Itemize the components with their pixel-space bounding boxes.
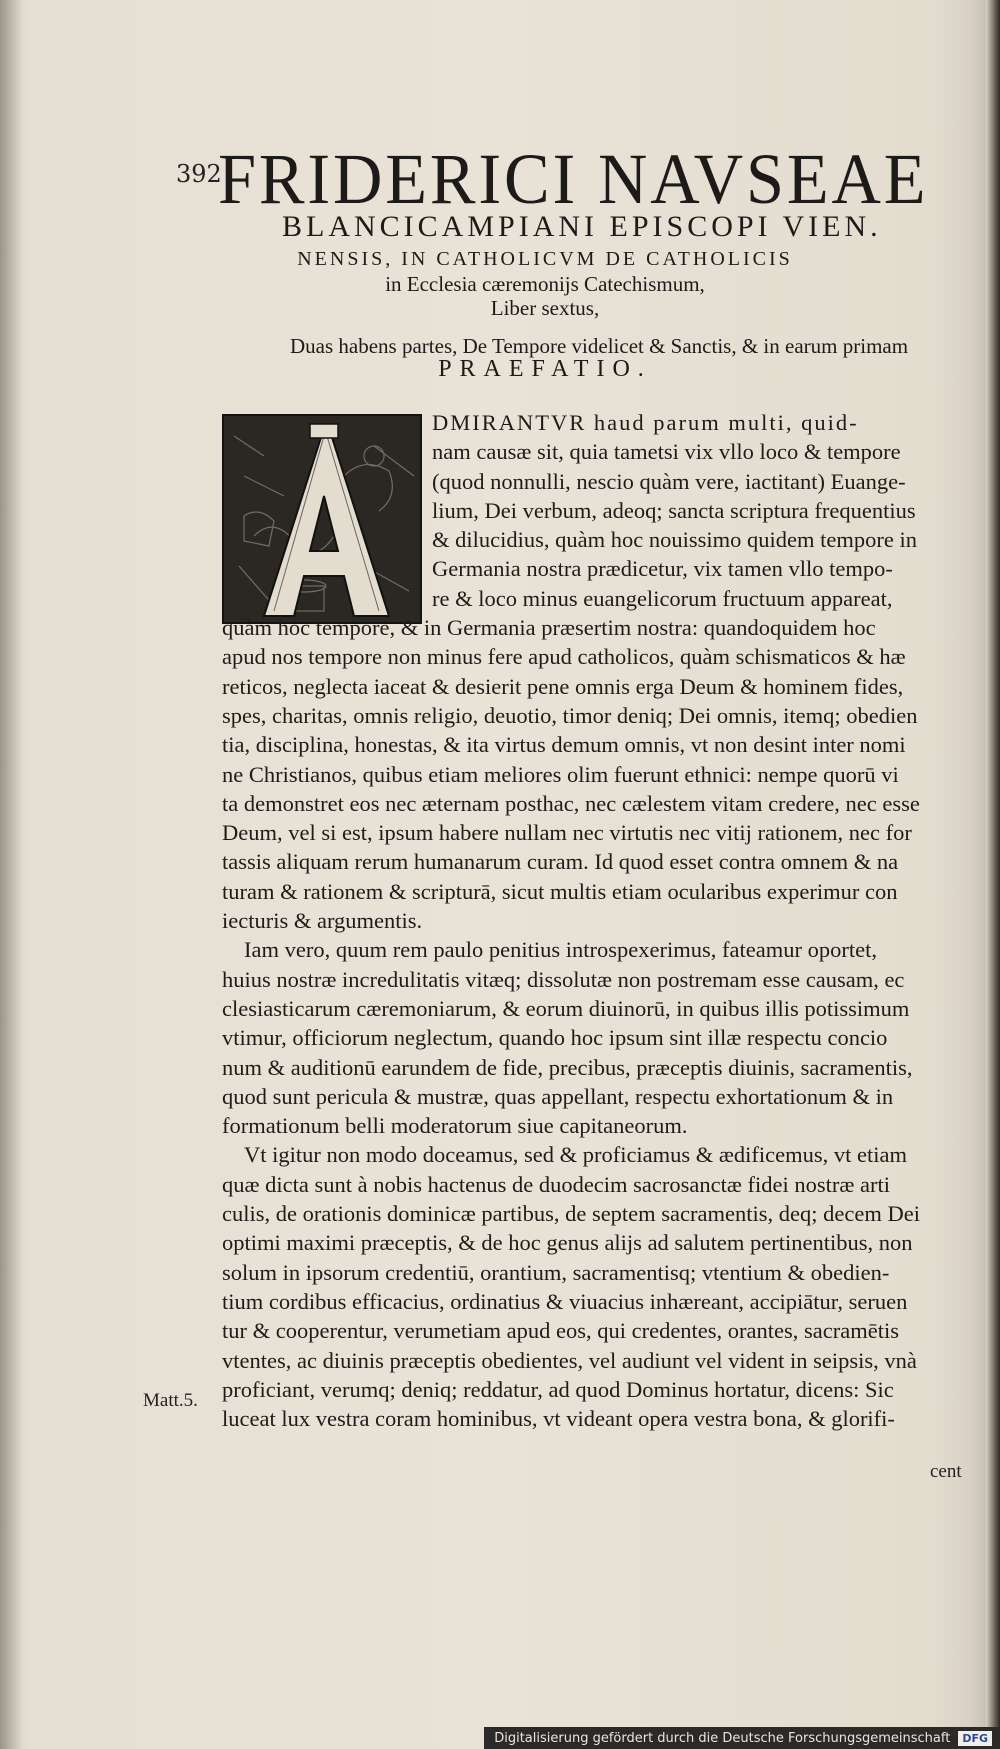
text-line: tur & cooperentur, verumetiam apud eos, qui credentes, orantes, sacramētis	[222, 1318, 899, 1344]
text-line: tia, disciplina, honestas, & ita virtus demum omnis, vt non desint inter nomi	[222, 732, 906, 758]
text-line: tium cordibus efficacius, ordinatius & viuacius inhæreant, accipiātur, seruen	[222, 1288, 908, 1314]
catchword: cent	[930, 1461, 962, 1482]
dfg-logo: DFG	[958, 1731, 992, 1746]
text-line: num & auditionū earundem de fide, precibus, præceptis diuinis, sacramentis,	[222, 1054, 913, 1080]
text-line: culis, de orationis dominicæ partibus, de septem sacramentis, deq; decem Dei	[222, 1201, 920, 1227]
footer-text: Digitalisierung gefördert durch die Deutsche Forschungsgemeinschaft	[494, 1730, 951, 1746]
text-line: re & loco minus euangelicorum fructuum appareat,	[432, 585, 893, 611]
text-line: vtentes, ac diuinis præceptis obedientes, vel audiunt vel vident in seipsis, vnà	[222, 1347, 917, 1373]
text-line: Deum, vel si est, ipsum habere nullam nec virtutis nec vitij rationem, nec for	[222, 820, 912, 846]
text-line: quæ dicta sunt à nobis hactenus de duodecim sacrosanctæ fidei nostræ arti	[222, 1171, 890, 1197]
text-line: proficiant, verumq; deniq; reddatur, ad quod Dominus hortatur, dicens: Sic	[222, 1376, 894, 1402]
text-line: spes, charitas, omnis religio, deuotio, timor deniq; Dei omnis, itemq; obedien	[222, 702, 918, 728]
text-line: ta demonstret eos nec æternam posthac, nec cælestem vitam credere, nec esse	[222, 790, 920, 816]
text-line: quod sunt pericula & mustræ, quas appellant, respectu exhortationum & in	[222, 1083, 894, 1109]
text-line: quàm hoc tempore, & in Germania præsertim nostra: quandoquidem hoc	[222, 615, 876, 641]
text-line: vtimur, officiorum neglectum, quando hoc ipsum sint illæ respectu concio	[222, 1025, 888, 1051]
text-line: luceat lux vestra coram hominibus, vt videant opera vestra bona, & glorifi-	[222, 1406, 895, 1432]
text-line: turam & rationem & scripturā, sicut multis etiam ocularibus experimur con	[222, 878, 898, 904]
title-line-1: FRIDERICI NAVSEAE	[218, 139, 929, 219]
text-line: lium, Dei verbum, adeoq; sancta scriptura frequentius	[432, 497, 916, 523]
text-line: Iam vero, quum rem paulo penitius introspexerimus, fateamur oportet,	[244, 937, 877, 963]
text-line: Germania nostra prædicetur, vix tamen vllo tempo-	[432, 556, 893, 582]
text-line: formationum belli moderatorum siue capitaneorum.	[222, 1113, 688, 1139]
text-line: huius nostræ incredulitatis vitæq; dissolutæ non postremam esse causam, ec	[222, 966, 905, 992]
page-number: 392	[176, 160, 222, 188]
text-line: optimi maximi præceptis, & de hoc genus alijs ad salutem pertinentibus, non	[222, 1230, 913, 1256]
title-line-2: BLANCICAMPIANI EPISCOPI VIEN.	[282, 210, 882, 243]
text-line: apud nos tempore non minus fere apud catholicos, quàm schismaticos & hæ	[222, 644, 906, 670]
margin-note: Matt.5.	[143, 1390, 198, 1411]
text-line: Vt igitur non modo doceamus, sed & proficiamus & ædificemus, vt etiam	[244, 1142, 908, 1168]
text-line: solum in ipsorum credentiū, orantium, sacramentisq; vtentium & obedien-	[222, 1259, 890, 1285]
title-line-5: Liber sextus,	[490, 296, 600, 320]
footer-bar	[484, 1727, 1000, 1749]
text-line: & dilucidius, quàm hoc nouissimo quidem tempore in	[432, 527, 917, 553]
title-line-6: Duas habens partes, De Tempore videlicet & Sanctis, & in earum primam	[290, 334, 909, 358]
text-line: (quod nonnulli, nescio quàm vere, iactitant) Euange-	[432, 468, 906, 494]
text-line: reticos, neglecta iaceat & desierit pene omnis erga Deum & hominem fides,	[222, 673, 904, 699]
title-line-3: NENSIS, IN CATHOLICVM DE CATHOLICIS	[297, 248, 793, 270]
body-text	[222, 408, 974, 1433]
text-line: DMIRANTVR haud parum multi, quid-	[432, 410, 859, 435]
text-line: clesiasticarum cæremoniarum, & eorum diuinorū, in quibus illis potissimum	[222, 995, 910, 1021]
title-line-4: in Ecclesia cæremonijs Catechismum,	[385, 272, 705, 296]
text-line: iecturis & argumentis.	[222, 908, 423, 934]
text-line: ne Christianos, quibus etiam meliores olim fuerunt ethnici: nempe quorū vi	[222, 761, 899, 787]
text-line: tassis aliquam rerum humanarum curam. Id quod esset contra omnem & na	[222, 849, 899, 875]
title-line-7: PRAEFATIO.	[438, 356, 652, 382]
text-line: nam causæ sit, quia tametsi vix vllo loco & tempore	[432, 439, 901, 465]
